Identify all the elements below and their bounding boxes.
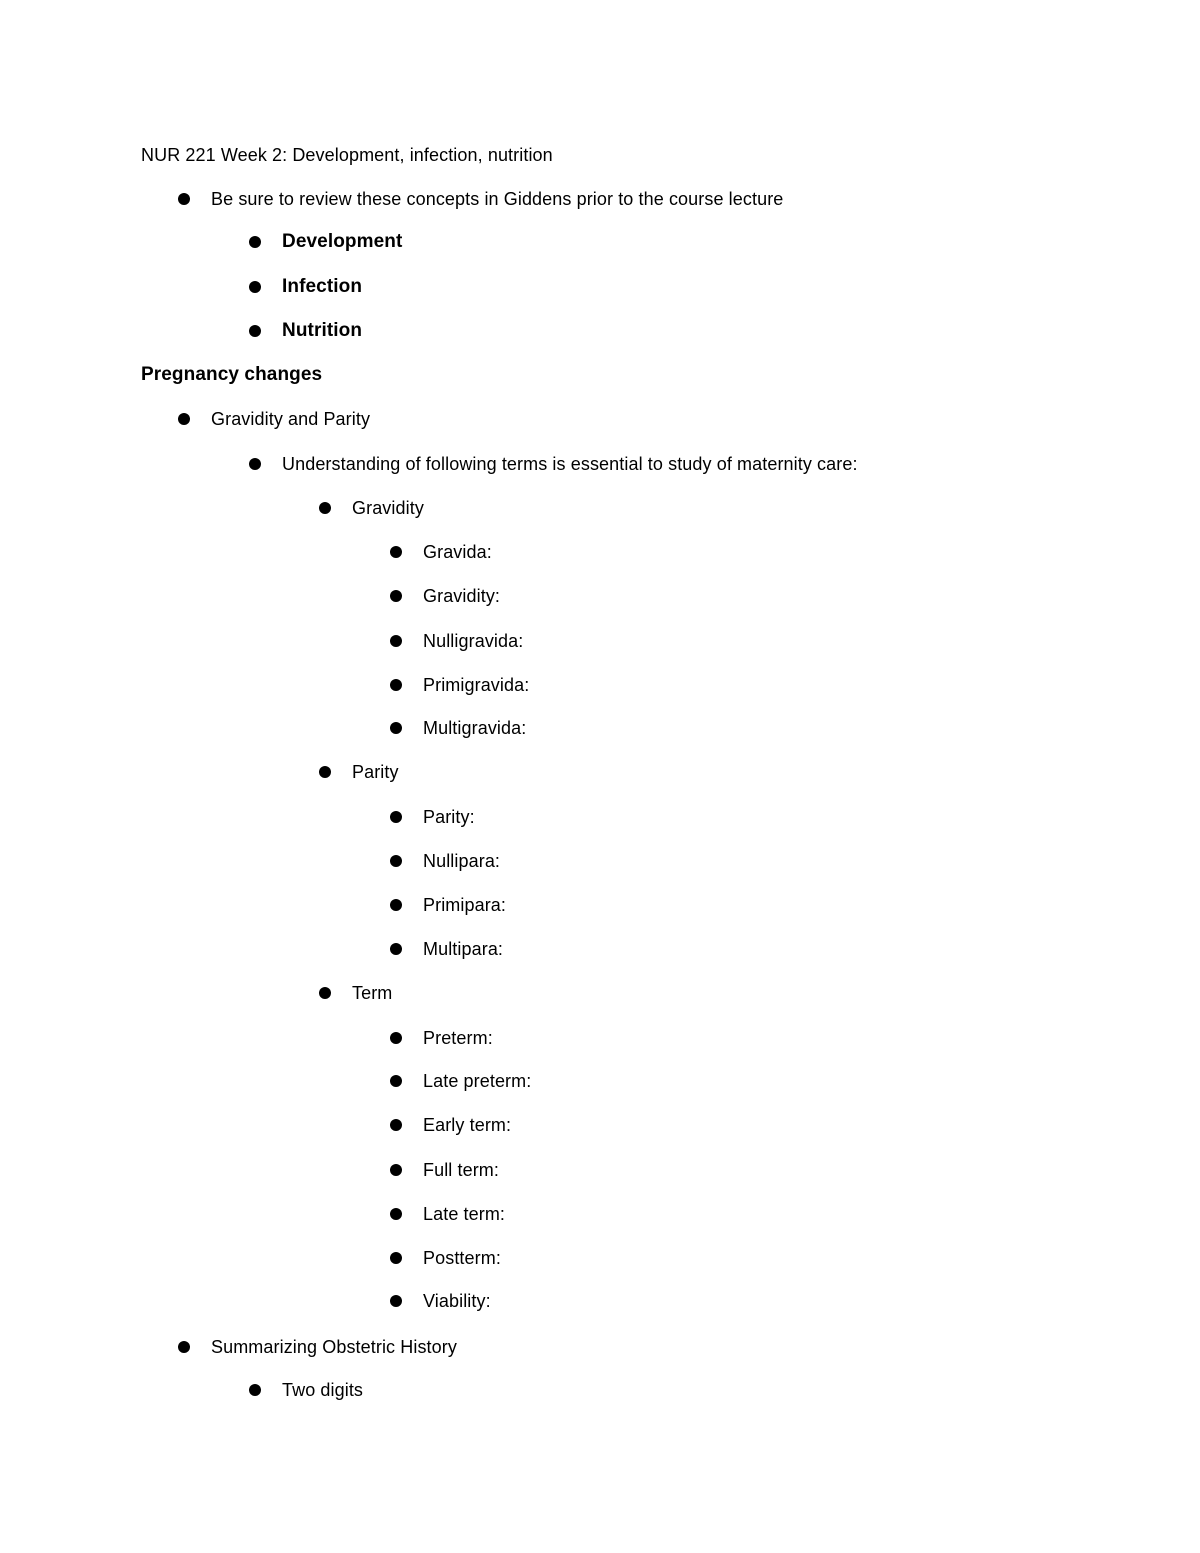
term-item: Nulligravida:: [423, 631, 524, 651]
bullet-icon: [390, 1164, 402, 1176]
term-item: Parity:: [423, 807, 475, 827]
term-item: Late term:: [423, 1204, 506, 1224]
term-item: Primipara:: [423, 895, 507, 915]
review-note: Be sure to review these concepts in Giddens prior to the course lecture: [211, 189, 784, 209]
term-item: Postterm:: [423, 1248, 501, 1268]
concept-development: Development: [282, 231, 403, 252]
bullet-icon: [390, 1075, 402, 1087]
term-item: Multigravida:: [423, 718, 527, 738]
term-item: Multipara:: [423, 939, 504, 959]
gravidity-label: Gravidity: [352, 498, 424, 518]
term-item: Early term:: [423, 1115, 512, 1135]
term-item: Nullipara:: [423, 851, 501, 871]
bullet-icon: [390, 1208, 402, 1220]
term-label: Term: [352, 983, 393, 1003]
document-title: NUR 221 Week 2: Development, infection, nutrition: [141, 145, 553, 165]
bullet-icon: [178, 193, 190, 205]
bullet-icon: [390, 811, 402, 823]
gravidity-parity-label: Gravidity and Parity: [211, 409, 371, 429]
obstetric-history-item: Two digits: [282, 1380, 364, 1400]
concept-infection: Infection: [282, 276, 363, 297]
bullet-icon: [249, 458, 261, 470]
gravidity-parity-intro: Understanding of following terms is essential to study of maternity care:: [282, 454, 858, 474]
bullet-icon: [390, 899, 402, 911]
term-item: Primigravida:: [423, 675, 530, 695]
term-item: Gravidity:: [423, 586, 501, 606]
bullet-icon: [319, 766, 331, 778]
bullet-icon: [390, 1252, 402, 1264]
bullet-icon: [390, 1295, 402, 1307]
bullet-icon: [249, 281, 261, 293]
bullet-icon: [390, 1119, 402, 1131]
bullet-icon: [390, 679, 402, 691]
bullet-icon: [390, 722, 402, 734]
bullet-icon: [390, 546, 402, 558]
section-heading-pregnancy-changes: Pregnancy changes: [141, 364, 323, 385]
bullet-icon: [390, 943, 402, 955]
term-item: Preterm:: [423, 1028, 493, 1048]
bullet-icon: [178, 1341, 190, 1353]
bullet-icon: [390, 635, 402, 647]
bullet-icon: [249, 236, 261, 248]
bullet-icon: [178, 413, 190, 425]
obstetric-history-label: Summarizing Obstetric History: [211, 1337, 457, 1357]
term-item: Full term:: [423, 1160, 500, 1180]
bullet-icon: [319, 502, 331, 514]
bullet-icon: [390, 855, 402, 867]
bullet-icon: [390, 590, 402, 602]
bullet-icon: [319, 987, 331, 999]
term-item: Viability:: [423, 1291, 491, 1311]
term-item: Gravida:: [423, 542, 492, 562]
term-item: Late preterm:: [423, 1071, 532, 1091]
bullet-icon: [249, 325, 261, 337]
bullet-icon: [249, 1384, 261, 1396]
concept-nutrition: Nutrition: [282, 320, 363, 341]
parity-label: Parity: [352, 762, 399, 782]
bullet-icon: [390, 1032, 402, 1044]
